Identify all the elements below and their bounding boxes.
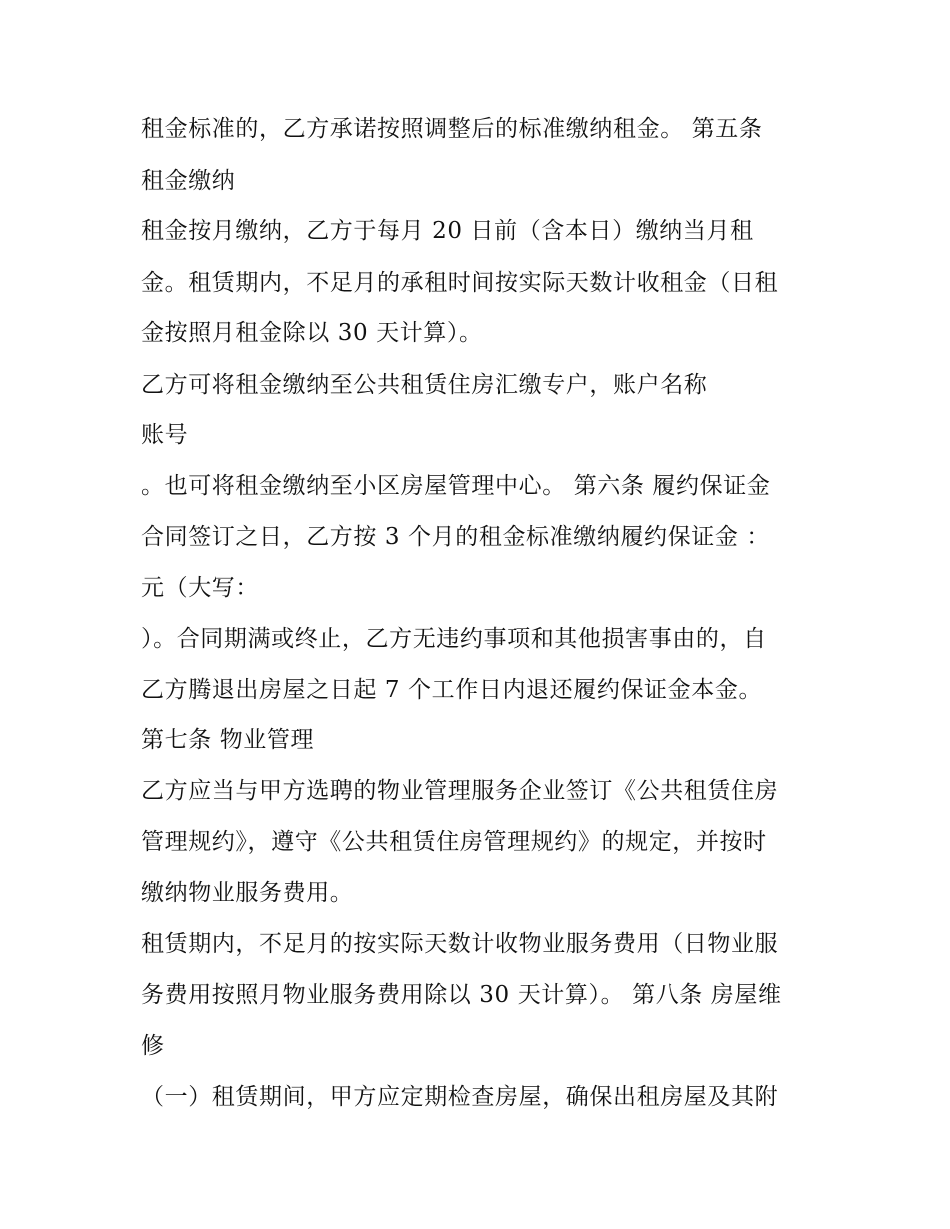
text-line: 合同签订之日，乙方按 3 个月的租金标准缴纳履约保证金 ：: [141, 524, 770, 550]
text-line: 缴纳物业服务费用。: [141, 880, 354, 906]
text-line: 管理规约》，遵守《公共租赁住房管理规约》的规定，并按时: [141, 829, 767, 855]
text-line: 乙方应当与甲方选聘的物业管理服务企业签订《公共租赁住房: [141, 778, 779, 804]
text-line: 租金按月缴纳，乙方于每月 20 日前（含本日）缴纳当月租: [141, 218, 754, 244]
text-line: （一）租赁期间，甲方应定期检查房屋，确保出租房屋及其附: [141, 1084, 779, 1110]
text-line: 乙方腾退出房屋之日起 7 个工作日内退还履约保证金本金。: [141, 677, 763, 703]
text-line: 元（大写：: [141, 575, 259, 601]
text-line: 金按照月租金除以 30 天计算）。: [141, 320, 483, 346]
text-line: 。也可将租金缴纳至小区房屋管理中心。 第六条 履约保证金: [141, 473, 771, 499]
text-line: 金。租赁期内，不足月的承租时间按实际天数计收租金（日租: [141, 270, 779, 296]
text-line: 租赁期内，不足月的按实际天数计收物业服务费用（日物业服: [141, 931, 779, 957]
text-line: 修: [141, 1033, 165, 1059]
text-line: 租金标准的，乙方承诺按照调整后的标准缴纳租金。 第五条: [141, 116, 763, 142]
text-line: 第七条 物业管理: [141, 727, 315, 753]
text-line: 乙方可将租金缴纳至公共租赁住房汇缴专户，账户名称: [141, 372, 708, 398]
text-line: 账号: [141, 422, 189, 448]
text-line: 务费用按照月物业服务费用除以 30 天计算）。 第八条 房屋维: [141, 982, 782, 1008]
text-line: 租金缴纳: [141, 168, 236, 194]
text-line: ）。合同期满或终止，乙方无违约事项和其他损害事由的，自: [141, 626, 767, 652]
